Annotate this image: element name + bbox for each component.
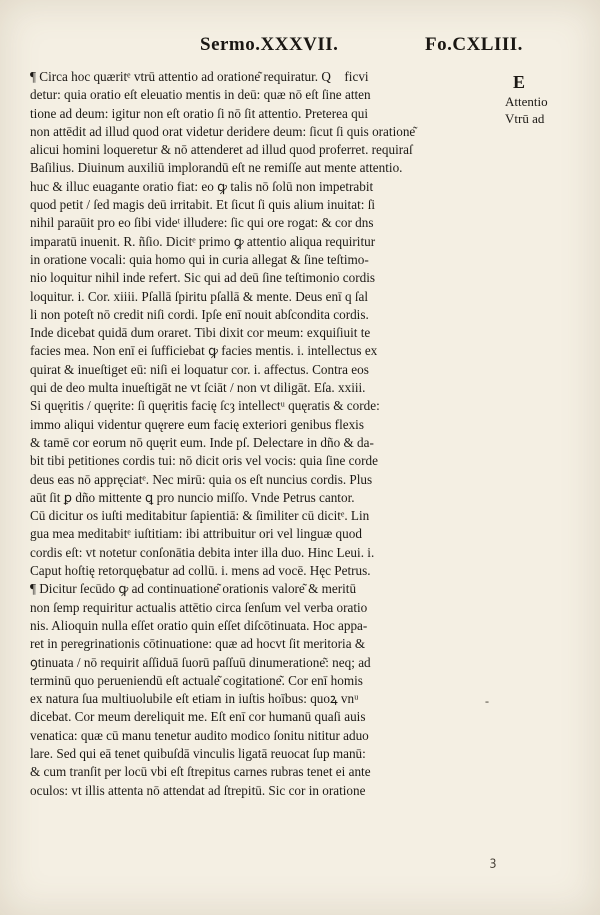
text-line: ret in peregrinationis cōtinuatione: quæ ad hocvt ſit meritoria & — [30, 636, 366, 652]
text-line: facies mea. Non enī ei ſufficiebat ꝙ facies mentis. i. intellectus ex — [30, 343, 378, 359]
text-line: nihil paraūit pro eo ſibi videᵗ illudere: ſic qui ore rogat: & cor dns — [30, 215, 374, 231]
text-line: cordis eſt: vt notetur conſonātia debita inter illa duo. Hinc Leui. i. — [30, 544, 375, 560]
text-line: tione ad deum: igitur non eſt oratio ſi nō ſit attentio. Preterea qui — [30, 105, 369, 121]
folio-number: Fo.CXLIII. — [425, 34, 523, 55]
text-line: Cū dicitur os iuſti meditabitur ſapientiā: & ſimiliter cū dicitᵉ. Lin — [30, 508, 370, 524]
text-line: li non poteſt nō credit niſi cordi. Ipſe enī nouit abſcondita cordis. — [30, 306, 369, 322]
text-line: detur: quia oratio eſt eleuatio mentis in deū: quæ nō eſt ſine atten — [30, 87, 371, 103]
text-line: bit tibi petitiones cordis tui: nō dicit oris vel vocis: quia ſine corde — [30, 453, 378, 469]
text-line: nio loquitur nihil inde refert. Sic qui ad deū ſine teſtimonio cordis — [30, 270, 376, 286]
text-line: aūt ſit ꝑ dño mittente ꝗ pro nuncio miſſo. Vnde Petrus cantor. — [30, 489, 355, 505]
text-line: Si quęritis / quęrite: ſi quęritis facię ſcȝ intellectᵘ quęratis & corde: — [30, 398, 380, 414]
sermon-title: Sermo.XXXVII. — [200, 34, 339, 55]
text-line: & cum tranſit per locū vbi eſt ſtrepitus carnes rubras tenet ei ante — [30, 764, 371, 780]
margin-notes — [505, 74, 585, 127]
text-line: ¶ Circa hoc quæritᵉ vtrū attentio ad oratione͂ requiratur. Q᷑ ficvi — [30, 69, 369, 84]
text-line: immo aliqui videntur quęrere eum facię exteriori genibus flexis — [30, 416, 364, 432]
text-line: terminū quo perueniendū eſt actuale͂ cogitatione͂. Cor enī homis — [30, 672, 363, 688]
text-line: quod petit / ſed magis deū irritabit. Et ſicut ſi quis alium inuitat: ſi — [30, 197, 376, 213]
text-line: oculos: vt illis attenta nō attendat ad ſtrepitū. Sic cor in oratione — [30, 782, 366, 798]
text-line: Baſilius. Diuinum auxiliū implorandū eſt ne remiſſe aut mente attentio. — [30, 160, 403, 176]
text-line: dicebat. Cor meum dereliquit me. Eſt enī cor humanū quaſi auis — [30, 709, 366, 725]
text-line: imparatū inuenit. R. ñſio. Dicitᵉ primo ꝙ attentio aliqua requiritur — [30, 233, 376, 249]
text-line: Caput hoſtię retorquębatur ad collū. i. mens ad vocē. Hęc Petrus. — [30, 563, 371, 579]
margin-mark: ꝫ — [490, 854, 497, 868]
text-line: nis. Alioquin nulla eſſet oratio quin eſſet diſcōtinuata. Hoc appa- — [30, 617, 368, 633]
text-line: gua mea meditabitᵉ iuſtitiam: ibi attribuitur ori vel linguæ quod — [30, 526, 362, 542]
text-line: lare. Sed qui eā tenet quibuſdā vinculis ligatā reuocat ſup manū: — [30, 745, 366, 761]
text-line: huc & illuc euagante oratio fiat: eo ꝙ talis nō ſolū non impetrabit — [30, 178, 374, 194]
text-line: ꝯtinuata / nō requirit aſſiduā ſuorū paſſuū dinumeratione͂: neq; ad — [30, 654, 371, 670]
margin-letter: E — [513, 72, 526, 92]
text-line: non ſemp requiritur actualis attētio circa ſenſum vel verba oratio — [30, 599, 368, 615]
body-text — [30, 68, 500, 800]
text-line: qui de deo multa inueſtigāt ne vt ſciāt / non vt diligāt. Eſa. xxiii. — [30, 380, 366, 396]
page-header — [0, 34, 600, 62]
text-line: venatica: quæ cū manu tenetur audito modico ſonitu nititur aduo — [30, 727, 369, 743]
margin-note-line: Vtrū ad — [505, 111, 545, 126]
text-line: deus eas nō appręciatᵉ. Nec mirū: quia os eſt nuncius cordis. Plus — [30, 471, 373, 487]
text-line: loquitur. i. Cor. xiiii. Pſallā ſpiritu pſallā & mente. Deus enī q ſal — [30, 288, 369, 304]
text-line: & tamē cor eorum nō quęrit eum. Inde pſ. Delectare in dño & da- — [30, 434, 374, 450]
margin-mark: - — [485, 694, 489, 708]
text-line: non attēdit ad illud quod orat videtur deridere deum: ſicut ſi quis oratione͂ — [30, 123, 416, 139]
text-line: ex natura ſua multiuolubile eſt etiam in iuſtis hoībus: quoꝝ vnᵘ — [30, 691, 359, 707]
text-line: in oratione vocali: quia homo qui in curia allegat & ſine teſtimo- — [30, 251, 369, 267]
text-line: Inde dicebat quidā dum oraret. Tibi dixit cor meum: exquiſiuit te — [30, 325, 371, 341]
text-line: quirat & inueſtiget eū: niſi ei loquatur cor. i. affectus. Contra eos — [30, 361, 369, 377]
text-line: ¶ Dicitur ſecūdo ꝙ ad continuatione͂ orationis valore͂ & meritū — [30, 581, 357, 597]
margin-note-line: Attentio — [505, 94, 548, 109]
text-line: alicui homini loqueretur & nō attenderet ad illud quod proferret. requiraſ — [30, 142, 413, 158]
